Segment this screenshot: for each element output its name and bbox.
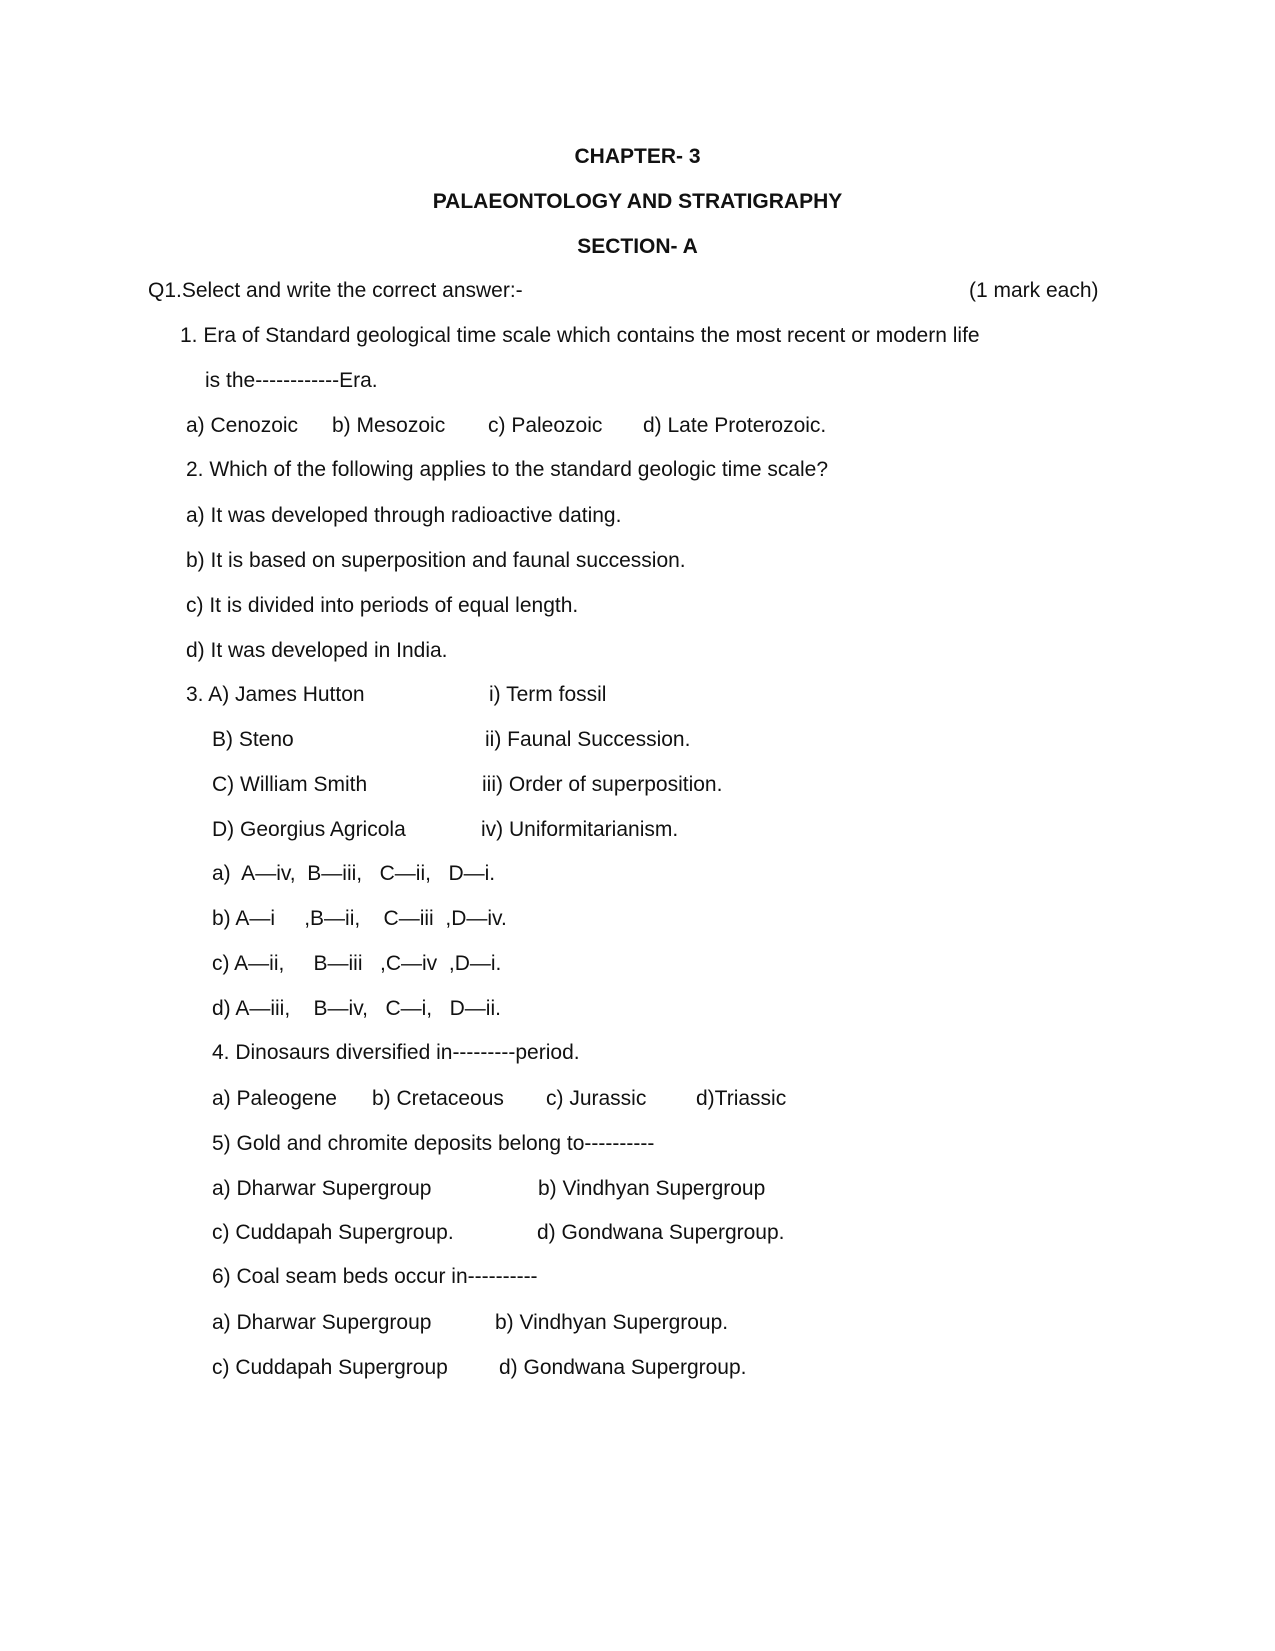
chapter-title: PALAEONTOLOGY AND STRATIGRAPHY <box>432 190 843 213</box>
question-6-option-a: a) Dharwar Supergroup <box>212 1311 432 1334</box>
match-right-iv: iv) Uniformitarianism. <box>481 818 679 841</box>
match-left-a: 3. A) James Hutton <box>186 683 365 706</box>
option-b: b) Mesozoic <box>332 414 446 437</box>
question-4-options <box>212 1086 912 1112</box>
question-1-line-2: is the------------Era. <box>205 369 378 392</box>
question-2-stem: 2. Which of the following applies to the standard geologic time scale? <box>186 458 829 481</box>
question-3-option-b: b) A—i ,B—ii, C—iii ,D—iv. <box>212 907 507 930</box>
question-2-option-b: b) It is based on superposition and faunal succession. <box>186 549 686 572</box>
option-d: d)Triassic <box>696 1087 787 1110</box>
question-5-option-d: d) Gondwana Supergroup. <box>537 1221 785 1244</box>
match-left-d: D) Georgius Agricola <box>212 818 406 841</box>
option-a: a) Paleogene <box>212 1087 337 1110</box>
match-right-ii: ii) Faunal Succession. <box>485 728 691 751</box>
option-a: a) Cenozoic <box>186 414 299 437</box>
option-c: c) Paleozoic <box>488 414 603 437</box>
q1-marks: (1 mark each) <box>969 279 1099 302</box>
question-6-stem: 6) Coal seam beds occur in---------- <box>212 1265 538 1288</box>
question-3-option-d: d) A—iii, B—iv, C—i, D—ii. <box>212 997 501 1020</box>
question-1-line-1: 1. Era of Standard geological time scale which contains the most recent or modern life <box>180 324 980 347</box>
question-3-option-c: c) A—ii, B—iii ,C—iv ,D—i. <box>212 952 502 975</box>
question-2-option-a: a) It was developed through radioactive dating. <box>186 504 622 527</box>
question-5-stem: 5) Gold and chromite deposits belong to---------- <box>212 1132 655 1155</box>
option-d: d) Late Proterozoic. <box>643 414 827 437</box>
question-6-option-c: c) Cuddapah Supergroup <box>212 1356 448 1379</box>
question-2-option-d: d) It was developed in India. <box>186 639 448 662</box>
option-b: b) Cretaceous <box>372 1087 504 1110</box>
question-1-options <box>186 413 886 439</box>
chapter-heading: CHAPTER- 3 <box>574 145 701 168</box>
section-heading: SECTION- A <box>577 235 698 258</box>
match-left-c: C) William Smith <box>212 773 368 796</box>
q1-prompt: Q1.Select and write the correct answer:- <box>148 279 523 302</box>
option-c: c) Jurassic <box>546 1087 647 1110</box>
question-5-option-c: c) Cuddapah Supergroup. <box>212 1221 454 1244</box>
question-5-option-a: a) Dharwar Supergroup <box>212 1177 432 1200</box>
match-right-iii: iii) Order of superposition. <box>482 773 723 796</box>
question-6-option-d: d) Gondwana Supergroup. <box>499 1356 747 1379</box>
question-5-option-b: b) Vindhyan Supergroup <box>538 1177 766 1200</box>
match-left-b: B) Steno <box>212 728 294 751</box>
match-right-i: i) Term fossil <box>489 683 607 706</box>
question-3-option-a: a) A—iv, B—iii, C—ii, D—i. <box>212 862 496 885</box>
question-2-option-c: c) It is divided into periods of equal length. <box>186 594 579 617</box>
question-6-option-b: b) Vindhyan Supergroup. <box>495 1311 729 1334</box>
question-4-stem: 4. Dinosaurs diversified in---------period. <box>212 1041 580 1064</box>
